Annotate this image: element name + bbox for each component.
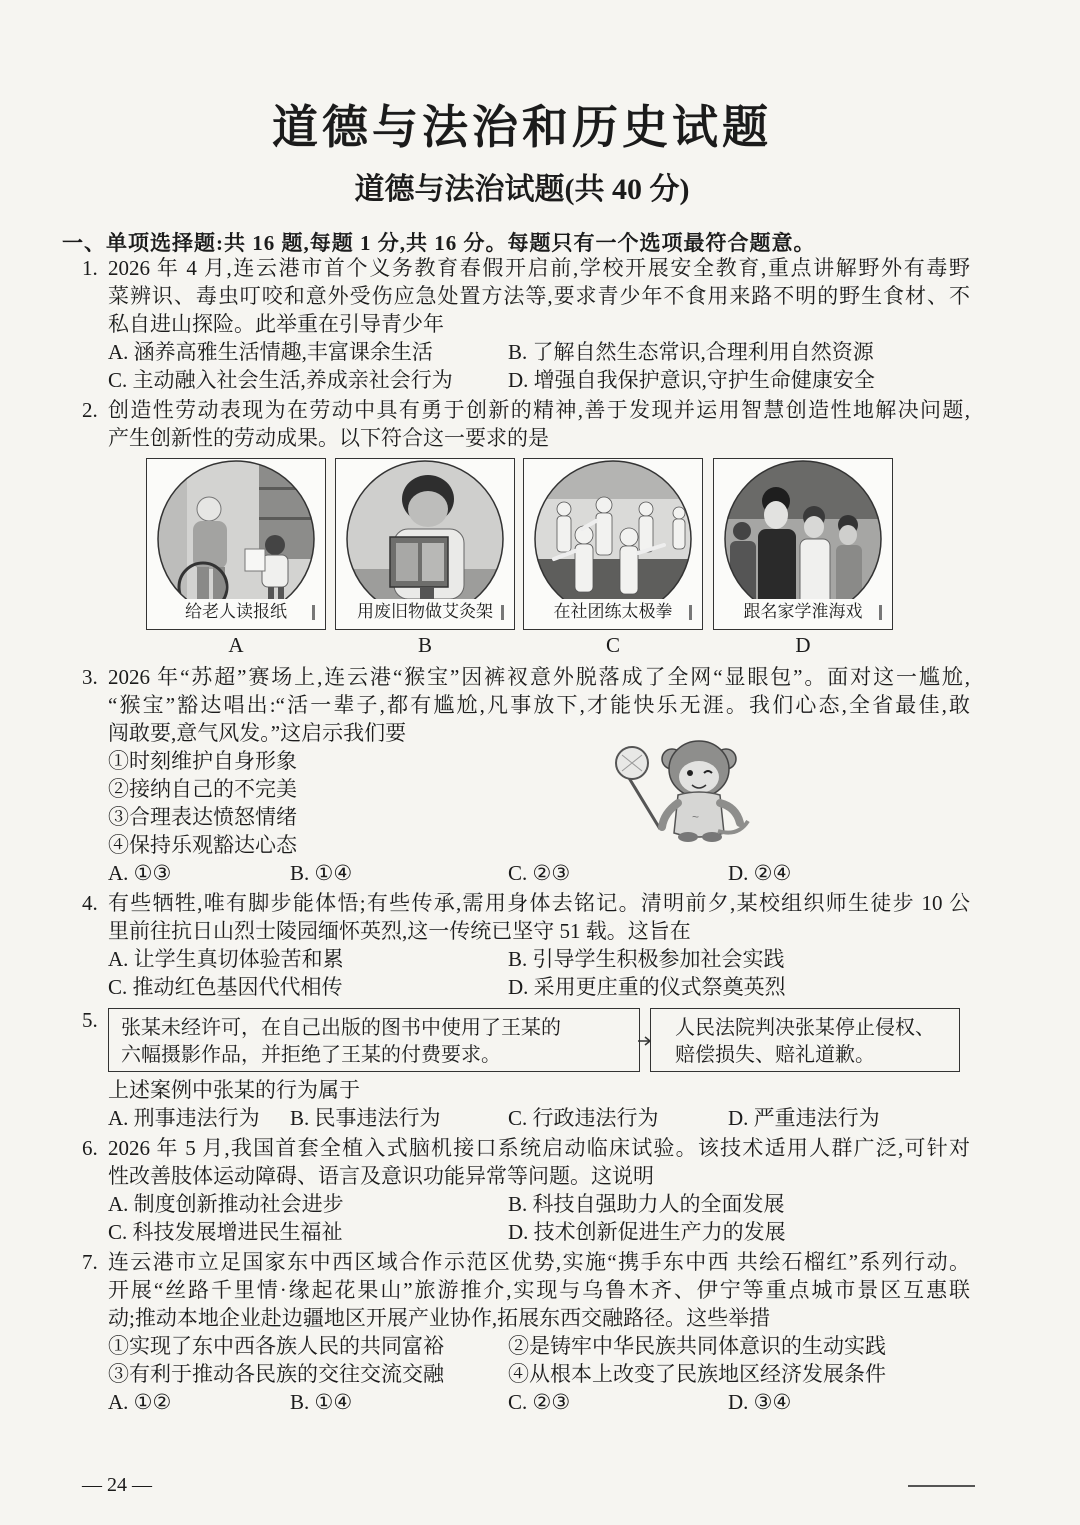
question-2 bbox=[82, 396, 970, 452]
option-b: B. 引导学生积极参加社会实践 bbox=[508, 947, 785, 971]
question-body bbox=[108, 1248, 970, 1416]
picture-d bbox=[713, 458, 893, 630]
option-a: A. ①③ bbox=[108, 861, 172, 885]
stem-line: 2026 年“苏超”赛场上,连云港“猴宝”因裤衩意外脱落成了全网“显眼包”。面对这一尴尬, bbox=[108, 665, 970, 689]
question-6 bbox=[82, 1134, 970, 1246]
stem-line: 性改善肢体运动障碍、语言及意识功能异常等问题。这说明 bbox=[108, 1164, 654, 1188]
question-number: 5. bbox=[82, 1008, 98, 1032]
question-number: 6. bbox=[82, 1136, 98, 1160]
page-title: 道德与法治和历史试题 bbox=[272, 102, 772, 153]
stem-line: 私自进山探险。此举重在引导青少年 bbox=[108, 312, 444, 336]
stem-line: 菜辨识、毒虫叮咬和意外受伤应急处置方法等,要求青少年不食用来路不明的野生食材、不 bbox=[108, 284, 970, 308]
option-c: C. 主动融入社会生活,养成亲社会行为 bbox=[108, 368, 453, 392]
case-description-box bbox=[108, 1008, 640, 1072]
question-body bbox=[108, 1134, 970, 1246]
question-7 bbox=[82, 1248, 970, 1416]
option-d: D. 增强自我保护意识,守护生命健康安全 bbox=[508, 368, 875, 392]
stem-line: 上述案例中张某的行为属于 bbox=[108, 1078, 360, 1102]
question-number: 7. bbox=[82, 1250, 98, 1274]
caption-text: 用废旧物做艾灸架 bbox=[357, 602, 493, 621]
option-a: A. 制度创新推动社会进步 bbox=[108, 1192, 344, 1216]
question-5 bbox=[82, 1006, 970, 1146]
section-heading: 一、单项选择题:共 16 题,每题 1 分,共 16 分。每题只有一个选项最符合题意。 bbox=[62, 231, 816, 255]
statement-1: ①时刻维护自身形象 bbox=[108, 749, 297, 773]
question-body bbox=[108, 663, 970, 887]
stem-line: 动;推动本地企业赴边疆地区开展产业协作,拓展东西交融路径。这些举措 bbox=[108, 1306, 771, 1330]
statement-1: ①实现了东中西各族人民的共同富裕 bbox=[108, 1334, 444, 1358]
picture-label-b: B bbox=[417, 633, 432, 657]
question-3 bbox=[82, 663, 970, 887]
stem-line: 闯敢要,意气风发。”这启示我们要 bbox=[108, 721, 407, 745]
stem-line: 有些牺牲,唯有脚步能体悟;有些传承,需用身体去铭记。清明前夕,某校组织师生徒步 10 公 bbox=[108, 891, 970, 915]
option-row bbox=[108, 1190, 970, 1218]
picture-caption bbox=[336, 599, 514, 625]
picture-label-c: C bbox=[605, 633, 620, 657]
picture-b bbox=[335, 458, 515, 630]
question-body bbox=[108, 396, 970, 452]
caption-marker bbox=[689, 605, 692, 620]
stem-line: 里前往抗日山烈士陵园缅怀英烈,这一传统已坚守 51 载。这旨在 bbox=[108, 919, 691, 943]
statement-2: ②接纳自己的不完美 bbox=[108, 777, 297, 801]
option-d: D. ②④ bbox=[728, 861, 792, 885]
statement-3: ③有利于推动各民族的交往交流交融 bbox=[108, 1362, 444, 1386]
option-row bbox=[108, 945, 970, 973]
caption-marker bbox=[501, 605, 504, 620]
question-4 bbox=[82, 889, 970, 1001]
option-d: D. ③④ bbox=[728, 1390, 792, 1414]
option-row bbox=[108, 366, 970, 394]
picture-c bbox=[523, 458, 703, 630]
question-number: 4. bbox=[82, 891, 98, 915]
court-verdict-box bbox=[650, 1008, 960, 1072]
option-b: B. 民事违法行为 bbox=[290, 1106, 441, 1130]
option-b: B. ①④ bbox=[290, 1390, 353, 1414]
option-c: C. 科技发展增进民生福祉 bbox=[108, 1220, 343, 1244]
option-row bbox=[108, 1218, 970, 1246]
caption-text: 给老人读报纸 bbox=[185, 602, 287, 621]
picture-a bbox=[146, 458, 326, 630]
option-row bbox=[108, 1104, 970, 1132]
caption-marker bbox=[879, 605, 882, 620]
case-line: 六幅摄影作品，并拒绝了王某的付费要求。 bbox=[121, 1042, 501, 1066]
case-line: 张某未经许可，在自己出版的图书中使用了王某的 bbox=[121, 1015, 561, 1039]
option-row bbox=[108, 338, 970, 366]
statement-row bbox=[108, 1360, 970, 1388]
stem-line: 产生创新性的劳动成果。以下符合这一要求的是 bbox=[108, 426, 549, 450]
option-d: D. 严重违法行为 bbox=[728, 1106, 880, 1130]
statement-4: ④保持乐观豁达心态 bbox=[108, 833, 297, 857]
question-body bbox=[108, 889, 970, 1001]
svg-text:~: ~ bbox=[692, 810, 700, 824]
caption-marker bbox=[312, 605, 315, 620]
stem-line: 2026 年 4 月,连云港市首个义务教育春假开启前,学校开展安全教育,重点讲解野外有毒野 bbox=[108, 256, 970, 280]
option-c: C. ②③ bbox=[508, 1390, 571, 1414]
verdict-line: 人民法院判决张某停止侵权、 bbox=[675, 1015, 935, 1039]
question-1 bbox=[82, 254, 970, 394]
page-number: — 24 — bbox=[82, 1474, 152, 1496]
statement-4: ④从根本上改变了民族地区经济发展条件 bbox=[508, 1362, 886, 1386]
statement-2: ②是铸牢中华民族共同体意识的生动实践 bbox=[508, 1334, 886, 1358]
option-a: A. 涵养高雅生活情趣,丰富课余生活 bbox=[108, 340, 433, 364]
option-row bbox=[108, 859, 970, 887]
stem-line: “猴宝”豁达唱出:“活一辈子,都有尴尬,凡事放下,才能快乐无涯。我们心态,全省最佳,敢 bbox=[108, 693, 970, 717]
question-number: 1. bbox=[82, 256, 98, 280]
picture-caption bbox=[714, 599, 892, 625]
statement-3: ③合理表达愤怒情绪 bbox=[108, 805, 297, 829]
option-a: A. 刑事违法行为 bbox=[108, 1106, 260, 1130]
option-c: C. 行政违法行为 bbox=[508, 1106, 659, 1130]
question-body bbox=[108, 1076, 970, 1132]
question-number: 2. bbox=[82, 398, 98, 422]
monkey-mascot-illustration bbox=[608, 733, 772, 845]
statement-row bbox=[108, 1332, 970, 1360]
option-b: B. ①④ bbox=[290, 861, 353, 885]
option-d: D. 采用更庄重的仪式祭奠英烈 bbox=[508, 975, 786, 999]
picture-caption bbox=[524, 599, 702, 625]
option-b: B. 了解自然生态常识,合理利用自然资源 bbox=[508, 340, 874, 364]
question-2-pictures bbox=[0, 458, 1080, 658]
option-row bbox=[108, 973, 970, 1001]
option-a: A. 让学生真切体验苦和累 bbox=[108, 947, 344, 971]
option-row bbox=[108, 1388, 970, 1416]
option-b: B. 科技自强助力人的全面发展 bbox=[508, 1192, 785, 1216]
caption-text: 在社团练太极拳 bbox=[553, 602, 673, 621]
verdict-line: 赔偿损失、赔礼道歉。 bbox=[675, 1042, 875, 1066]
picture-caption bbox=[147, 599, 325, 625]
option-a: A. ①② bbox=[108, 1390, 172, 1414]
option-c: C. 推动红色基因代代相传 bbox=[108, 975, 343, 999]
option-d: D. 技术创新促进生产力的发展 bbox=[508, 1220, 786, 1244]
caption-text: 跟名家学淮海戏 bbox=[743, 602, 863, 621]
picture-label-d: D bbox=[795, 633, 811, 657]
picture-label-a: A bbox=[228, 633, 244, 657]
stem-line: 连云港市立足国家东中西区域合作示范区优势,实施“携手东中西 共绘石榴红”系列行动。 bbox=[108, 1250, 970, 1274]
stem-line: 创造性劳动表现为在劳动中具有勇于创新的精神,善于发现并运用智慧创造性地解决问题, bbox=[108, 398, 970, 422]
question-number: 3. bbox=[82, 665, 98, 689]
question-body bbox=[108, 254, 970, 394]
stem-line: 开展“丝路千里情·缘起花果山”旅游推介,实现与乌鲁木齐、伊宁等重点城市景区互惠联 bbox=[108, 1278, 970, 1302]
stem-line: 2026 年 5 月,我国首套全植入式脑机接口系统启动临床试验。该技术适用人群广泛,可针对 bbox=[108, 1136, 970, 1160]
footer-rule bbox=[908, 1485, 975, 1487]
page-subtitle: 道德与法治试题(共 40 分) bbox=[354, 173, 690, 206]
option-c: C. ②③ bbox=[508, 861, 571, 885]
